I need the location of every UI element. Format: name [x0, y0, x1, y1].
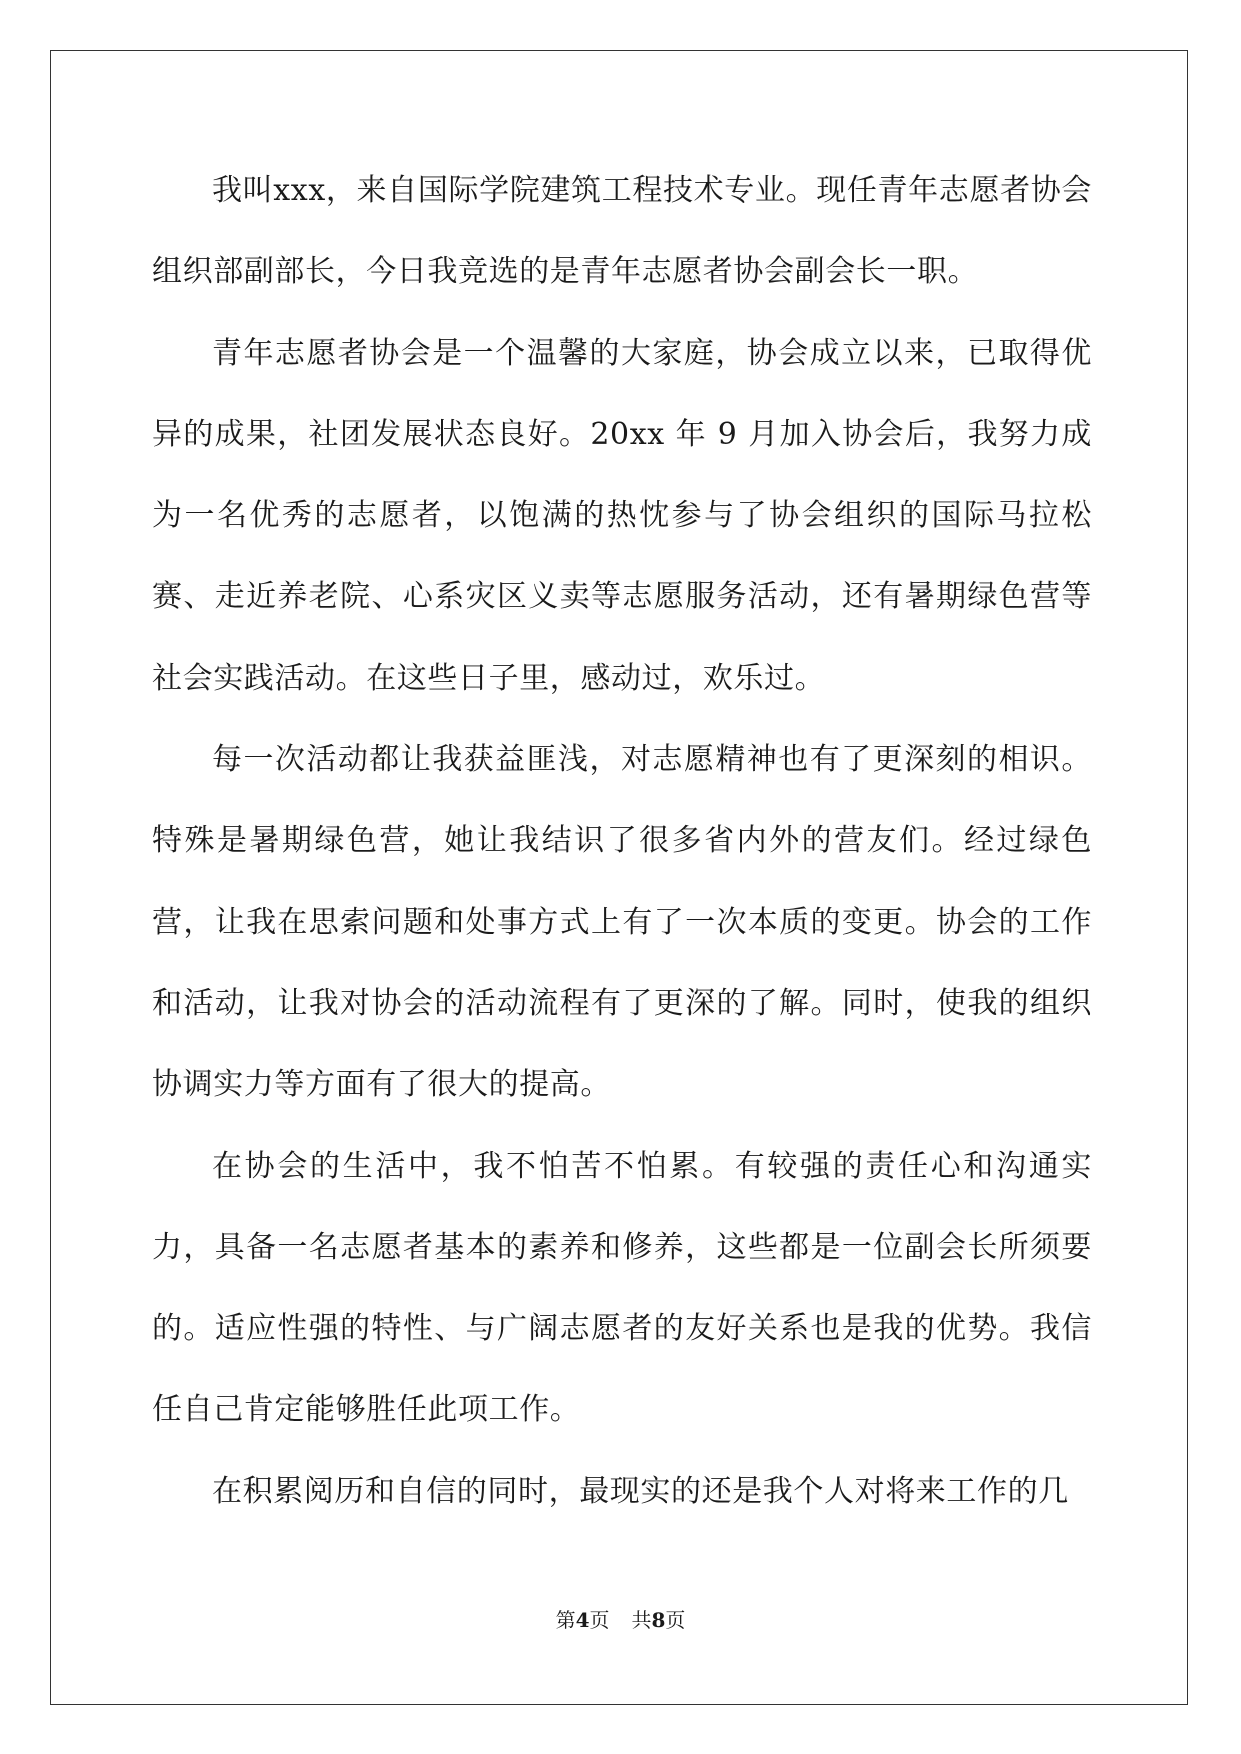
page-number-footer [0, 1606, 1241, 1634]
paragraph-5: 在积累阅历和自信的同时，最现实的还是我个人对将来工作的几 [212, 1473, 1069, 1509]
total-suffix: 页 [665, 1608, 686, 1632]
total-page-number: 8 [651, 1608, 666, 1632]
page-prefix: 第 [555, 1608, 576, 1632]
total-prefix: 共 [631, 1608, 652, 1632]
paragraph-2: 青年志愿者协会是一个温馨的大家庭，协会成立以来，已取得优异的成果，社团发展状态良好。20xx 年 9 月加入协会后，我努力成为一名优秀的志愿者，以饱满的热忱参与了协会组织的国际马拉松赛、走近养老院、心系灾区义卖等志愿服务活动，还有暑期绿色营等社会实践活动。在这些日子里，感动过，欢乐过。 [152, 335, 1092, 696]
page-suffix: 页 [589, 1608, 610, 1632]
paragraph-3: 每一次活动都让我获益匪浅，对志愿精神也有了更深刻的相识。特殊是暑期绿色营，她让我结识了很多省内外的营友们。经过绿色营，让我在思索问题和处事方式上有了一次本质的变更。协会的工作和活动，让我对协会的活动流程有了更深的了解。同时，使我的组织协调实力等方面有了很大的提高。 [152, 742, 1092, 1103]
paragraph-4: 在协会的生活中，我不怕苦不怕累。有较强的责任心和沟通实力，具备一名志愿者基本的素养和修养，这些都是一位副会长所须要的。适应性强的特性、与广阔志愿者的友好关系也是我的优势。我信任自己肯定能够胜任此项工作。 [152, 1148, 1092, 1428]
document-body [152, 150, 1092, 1532]
current-page-number: 4 [575, 1608, 590, 1632]
paragraph-1: 我叫xxx，来自国际学院建筑工程技术专业。现任青年志愿者协会组织部副部长，今日我竞选的是青年志愿者协会副会长一职。 [152, 173, 1092, 290]
